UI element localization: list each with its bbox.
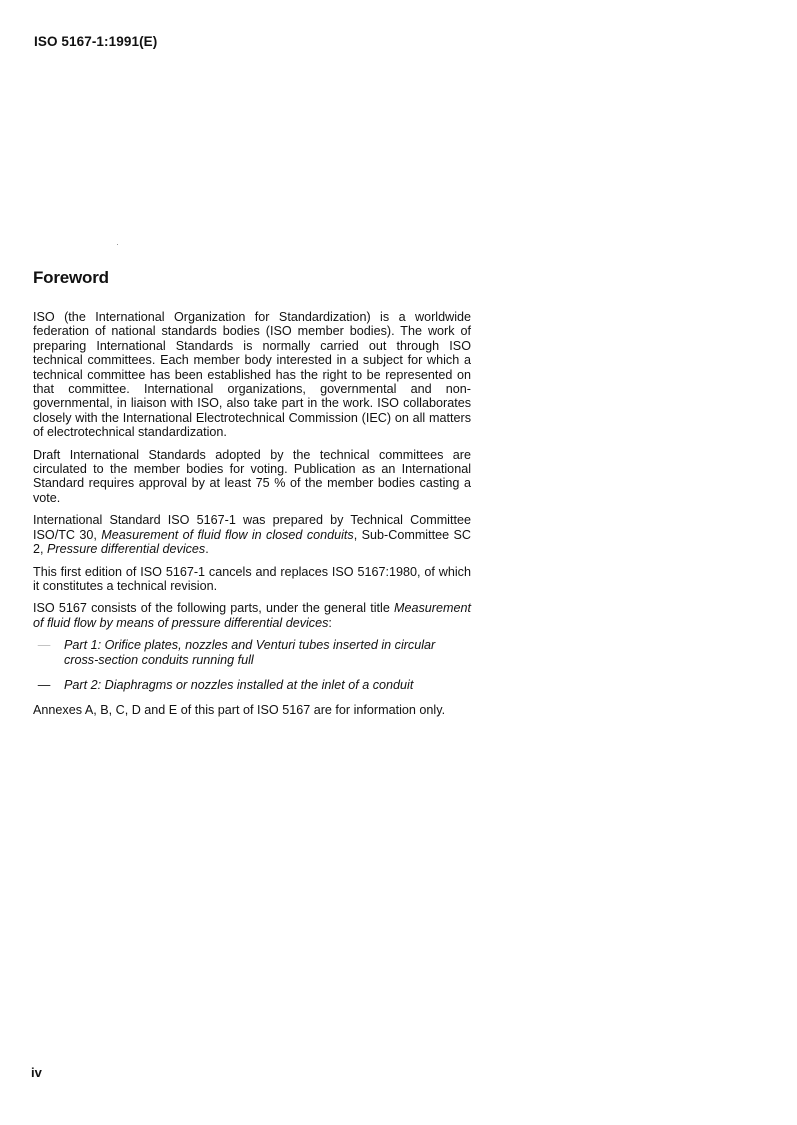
dash-icon: —: [37, 638, 51, 653]
list-item-part-2: [33, 678, 471, 692]
parts-list: [33, 638, 471, 692]
prepared-by-text-3: .: [205, 542, 209, 557]
paragraph-annexes: Annexes A, B, C, D and E of this part of ISO 5167 are for information only.: [33, 703, 446, 718]
foreword-section: [33, 268, 471, 726]
parts-intro-text: ISO 5167 consists of the following parts, under the general title: [33, 601, 394, 616]
part-2-label: Part 2: Diaphragms or nozzles installed at the inlet of a conduit: [64, 677, 414, 692]
subcommittee-title: Pressure differential devices: [47, 542, 206, 557]
dash-icon: —: [37, 677, 51, 692]
section-title: Foreword: [33, 268, 109, 287]
document-code: ISO 5167-1:1991(E): [34, 34, 158, 49]
prepared-by-text-2: , Sub-Committee SC 2,: [33, 527, 471, 557]
list-item-part-1: [33, 638, 471, 667]
paragraph-voting: Draft International Standards adopted by the technical committees are circulated to the member bodies for voting. Publication as an International Standard requires approval by at least 75 % of the member bodies casting a vote.: [33, 447, 471, 505]
general-title: Measurement of fluid flow by means of pressure differential devices: [33, 601, 471, 630]
paragraph-parts-intro: [33, 601, 471, 630]
paragraph-iso-intro: ISO (the International Organization for Standardization) is a worldwide federation of national standards bodies (ISO member bodies). The work of preparing International Standards is normally carried out through ISO technical committees. Each member body interested in a subject for which a technical committee has been established has the right to be represented on that committee. International organizations, governmental and non-governmental, in liaison with ISO, also take part in the work. ISO collaborates closely with the International Electrotechnical Commission (IEC) on all matters of electrotechnical standardization.: [33, 310, 471, 440]
paragraph-prepared-by: [33, 513, 471, 556]
prepared-by-text-1: International Standard ISO 5167-1 was prepared by Technical Committee ISO/TC 30,: [33, 513, 471, 542]
part-1-label: Part 1: Orifice plates, nozzles and Venturi tubes inserted in circular cross-section conduits running full: [64, 638, 436, 667]
parts-intro-end: :: [328, 615, 332, 630]
scan-speck: [117, 244, 118, 245]
paragraph-edition: This first edition of ISO 5167-1 cancels and replaces ISO 5167:1980, of which it constitutes a technical revision.: [33, 564, 471, 593]
page-number: iv: [31, 1065, 42, 1080]
committee-title: Measurement of fluid flow in closed conduits: [101, 527, 354, 542]
